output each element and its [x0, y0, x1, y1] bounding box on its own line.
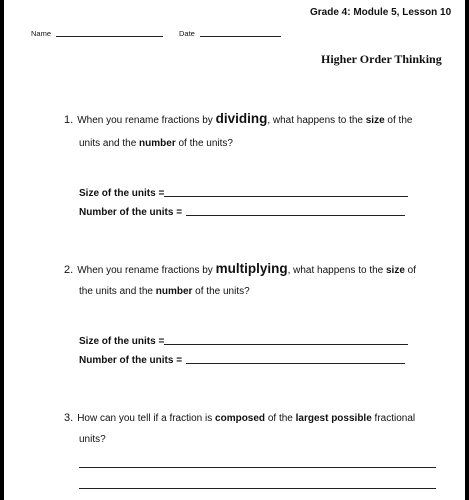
date-label: Date	[179, 29, 195, 38]
module-label: Grade 4: Module 5, Lesson 10	[310, 7, 452, 18]
question-1: 1. When you rename fractions by dividing, what happens to the size of the	[64, 111, 413, 126]
q3-answer-line-1[interactable]	[79, 467, 436, 468]
question-1-number: 1.	[64, 114, 74, 126]
page-title: Higher Order Thinking	[321, 52, 442, 66]
date-line[interactable]	[200, 36, 281, 37]
question-2-number: 2.	[64, 264, 74, 276]
keyword-dividing: dividing	[215, 111, 268, 126]
question-3-number: 3.	[64, 412, 74, 424]
name-label: Name	[31, 29, 52, 38]
q2-number-label: Number of the units =	[79, 355, 183, 366]
q1-size-label: Size of the units =	[79, 188, 165, 199]
q1-number-label: Number of the units =	[79, 207, 183, 218]
question-1-line-2: units and the number of the units?	[79, 138, 233, 149]
worksheet-page	[4, 0, 465, 500]
q2-number-answer-line[interactable]	[186, 363, 405, 364]
q2-size-label: Size of the units =	[79, 336, 165, 347]
q3-answer-line-2[interactable]	[79, 488, 436, 489]
q2-size-answer-line[interactable]	[164, 344, 408, 345]
question-3: 3. How can you tell if a fraction is composed of the largest possible fractional	[64, 412, 416, 424]
question-2: 2. When you rename fractions by multiplying, what happens to the size of	[64, 261, 417, 276]
question-3-line-2: units?	[79, 434, 106, 445]
keyword-multiplying: multiplying	[215, 261, 288, 276]
name-line[interactable]	[56, 36, 163, 37]
question-2-line-2: the units and the number of the units?	[79, 286, 250, 297]
q1-number-answer-line[interactable]	[186, 215, 405, 216]
q1-size-answer-line[interactable]	[164, 196, 408, 197]
